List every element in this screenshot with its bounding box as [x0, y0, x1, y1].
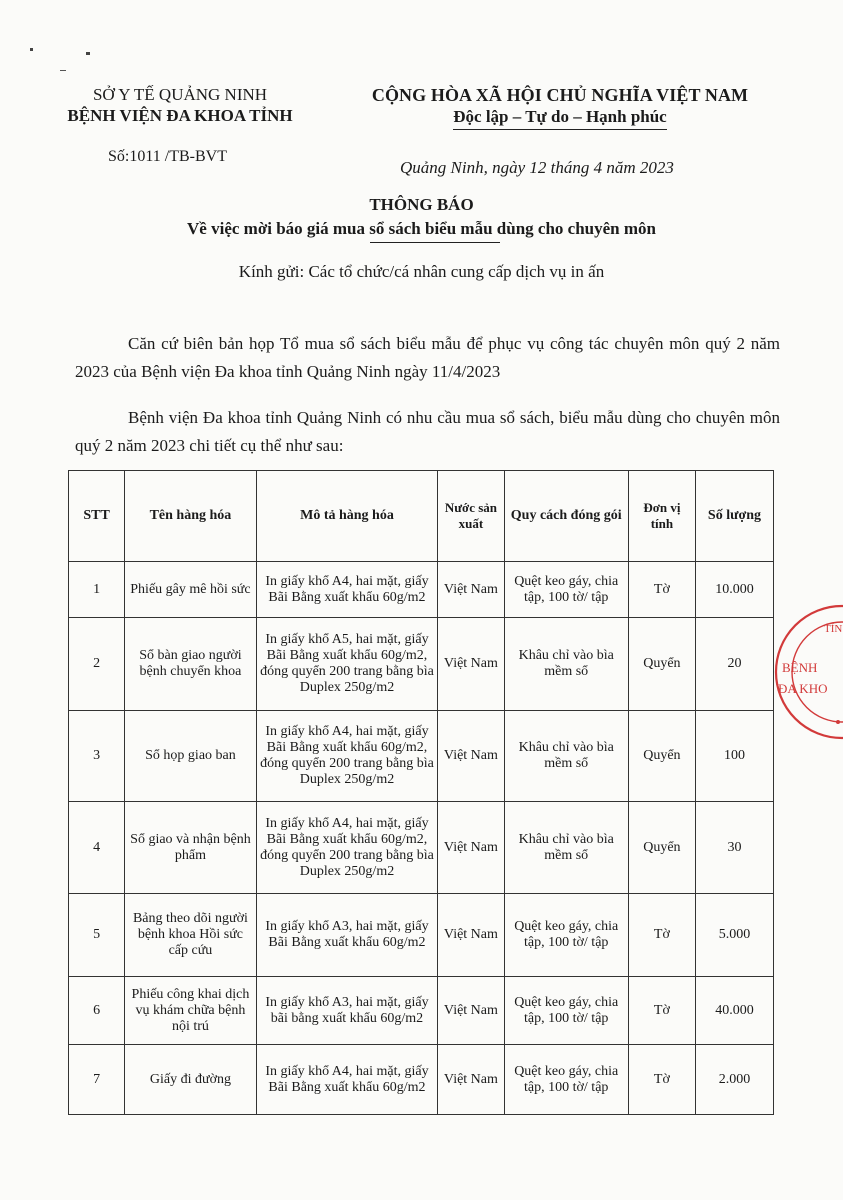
- cell-stt: 2: [69, 618, 125, 711]
- header-unit: Đơn vị tính: [628, 471, 695, 562]
- cell-quantity: 30: [695, 802, 773, 894]
- cell-quantity: 20: [695, 618, 773, 711]
- national-header: [300, 84, 820, 130]
- issuer-header: [40, 84, 320, 126]
- cell-packaging: Quệt keo gáy, chia tập, 100 tờ/ tập: [504, 894, 628, 977]
- cell-stt: 3: [69, 711, 125, 802]
- cell-unit: Tờ: [628, 562, 695, 618]
- cell-quantity: 40.000: [695, 977, 773, 1045]
- seal-star: [836, 720, 840, 724]
- hospital-name: BỆNH VIỆN ĐA KHOA TỈNH: [67, 106, 293, 125]
- table-header-row: [69, 471, 774, 562]
- cell-packaging: Khâu chỉ vào bìa mềm sổ: [504, 711, 628, 802]
- cell-stt: 5: [69, 894, 125, 977]
- cell-quantity: 5.000: [695, 894, 773, 977]
- cell-description: In giấy khổ A4, hai mặt, giấy Bãi Bằng xuất khẩu 60g/m2: [256, 1045, 438, 1115]
- cell-origin: Việt Nam: [438, 894, 504, 977]
- scan-speck: [86, 52, 90, 55]
- greeting: Kính gửi: Các tổ chức/cá nhân cung cấp dịch vụ in ấn: [238, 262, 605, 281]
- header-quantity: Số lượng: [695, 471, 773, 562]
- department-name: SỞ Y TẾ QUẢNG NINH: [92, 85, 268, 104]
- header-description: Mô tả hàng hóa: [256, 471, 438, 562]
- cell-quantity: 10.000: [695, 562, 773, 618]
- cell-packaging: Quệt keo gáy, chia tập, 100 tờ/ tập: [504, 977, 628, 1045]
- table-row: [69, 1045, 774, 1115]
- cell-name: Giấy đi đường: [125, 1045, 257, 1115]
- cell-description: In giấy khổ A4, hai mặt, giấy Bãi Bằng xuất khẩu 60g/m2: [256, 562, 438, 618]
- table-row: [69, 711, 774, 802]
- cell-origin: Việt Nam: [438, 1045, 504, 1115]
- table-row: [69, 977, 774, 1045]
- cell-description: In giấy khổ A4, hai mặt, giấy Bãi Bằng xuất khẩu 60g/m2, đóng quyển 200 trang bằng bìa Duplex 250g/m2: [256, 711, 438, 802]
- cell-stt: 6: [69, 977, 125, 1045]
- cell-description: In giấy khổ A4, hai mặt, giấy Bãi Bằng xuất khẩu 60g/m2, đóng quyển 200 trang bằng bìa Duplex 250g/m2: [256, 802, 438, 894]
- subtitle-underline: [370, 242, 500, 243]
- document-title: THÔNG BÁO: [369, 195, 474, 214]
- table-row: [69, 894, 774, 977]
- cell-unit: Quyển: [628, 711, 695, 802]
- scan-mark: [60, 70, 66, 75]
- cell-name: Sổ giao và nhận bệnh phẩm: [125, 802, 257, 894]
- cell-packaging: Khâu chỉ vào bìa mềm sổ: [504, 618, 628, 711]
- cell-stt: 4: [69, 802, 125, 894]
- header-name: Tên hàng hóa: [125, 471, 257, 562]
- seal-text-top: TỈN: [824, 623, 843, 635]
- cell-quantity: 2.000: [695, 1045, 773, 1115]
- cell-stt: 1: [69, 562, 125, 618]
- cell-origin: Việt Nam: [438, 618, 504, 711]
- header-packaging: Quy cách đóng gói: [504, 471, 628, 562]
- seal-text-mid1: BỆNH: [782, 660, 818, 675]
- hospital-seal: [772, 602, 843, 742]
- place-date: Quảng Ninh, ngày 12 tháng 4 năm 2023: [400, 158, 674, 177]
- cell-description: In giấy khổ A3, hai mặt, giấy Bãi Bằng xuất khẩu 60g/m2: [256, 894, 438, 977]
- document-number: Số:1011 /TB-BVT: [108, 148, 227, 165]
- cell-origin: Việt Nam: [438, 562, 504, 618]
- cell-name: Bảng theo dõi người bệnh khoa Hồi sức cấp cứu: [125, 894, 257, 977]
- table-row: [69, 802, 774, 894]
- cell-origin: Việt Nam: [438, 711, 504, 802]
- scan-speck: [30, 48, 33, 51]
- seal-text-mid2: ĐA KHO: [778, 681, 828, 696]
- cell-unit: Tờ: [628, 894, 695, 977]
- cell-origin: Việt Nam: [438, 977, 504, 1045]
- paragraph-basis: Căn cứ biên bản họp Tổ mua sổ sách biểu mẫu để phục vụ công tác chuyên môn quý 2 năm 2023 của Bệnh viện Đa khoa tỉnh Quảng Ninh ngày 11/4/2023: [75, 334, 780, 381]
- national-title: CỘNG HÒA XÃ HỘI CHỦ NGHĨA VIỆT NAM: [371, 85, 749, 105]
- cell-packaging: Khâu chỉ vào bìa mềm sổ: [504, 802, 628, 894]
- cell-unit: Quyển: [628, 802, 695, 894]
- cell-unit: Tờ: [628, 1045, 695, 1115]
- cell-unit: Quyển: [628, 618, 695, 711]
- table-row: [69, 618, 774, 711]
- header-origin: Nước sản xuất: [438, 471, 504, 562]
- cell-name: Phiếu công khai dịch vụ khám chữa bệnh nội trú: [125, 977, 257, 1045]
- cell-name: Phiếu gây mê hồi sức: [125, 562, 257, 618]
- cell-name: Sổ họp giao ban: [125, 711, 257, 802]
- document-subtitle: Về việc mời báo giá mua sổ sách biểu mẫu dùng cho chuyên môn: [187, 219, 656, 238]
- header-stt: STT: [69, 471, 125, 562]
- goods-table: [68, 470, 774, 1115]
- cell-quantity: 100: [695, 711, 773, 802]
- paragraph-request: Bệnh viện Đa khoa tỉnh Quảng Ninh có nhu cầu mua sổ sách, biểu mẫu dùng cho chuyên môn quý 2 năm 2023 chi tiết cụ thể như sau:: [75, 408, 780, 455]
- cell-description: In giấy khổ A5, hai mặt, giấy Bãi Bằng xuất khẩu 60g/m2, đóng quyển 200 trang bằng bìa Duplex 250g/m2: [256, 618, 438, 711]
- cell-name: Sổ bàn giao người bệnh chuyển khoa: [125, 618, 257, 711]
- national-motto: Độc lập – Tự do – Hạnh phúc: [453, 106, 666, 130]
- cell-origin: Việt Nam: [438, 802, 504, 894]
- cell-packaging: Quệt keo gáy, chia tập, 100 tờ/ tập: [504, 562, 628, 618]
- cell-unit: Tờ: [628, 977, 695, 1045]
- cell-stt: 7: [69, 1045, 125, 1115]
- cell-description: In giấy khổ A3, hai mặt, giấy bãi bằng xuất khẩu 60g/m2: [256, 977, 438, 1045]
- table-row: [69, 562, 774, 618]
- cell-packaging: Quệt keo gáy, chia tập, 100 tờ/ tập: [504, 1045, 628, 1115]
